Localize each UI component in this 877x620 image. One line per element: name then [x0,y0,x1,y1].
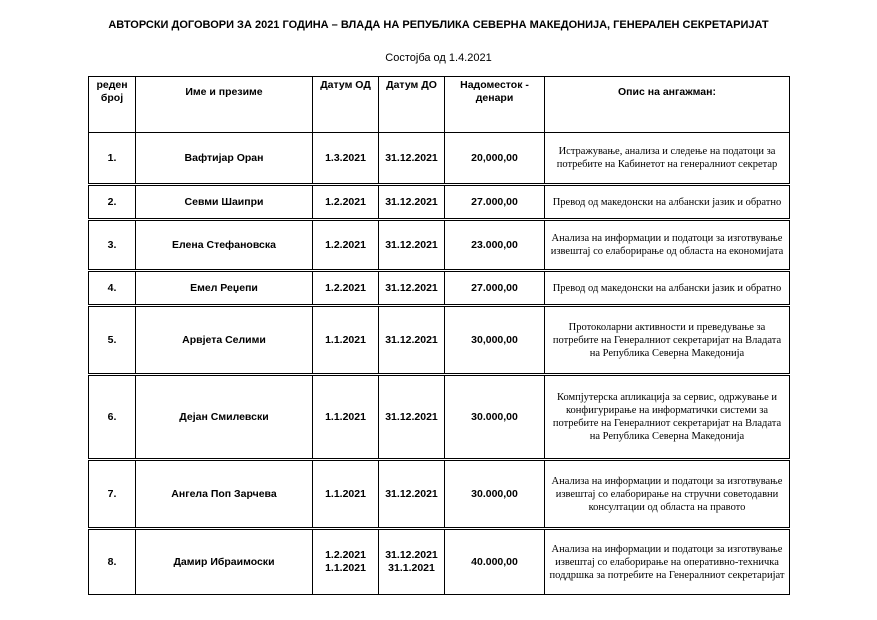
table-row [89,271,790,306]
table-header-row [89,77,790,133]
row-fee: 30,000,00 [445,306,545,375]
row-name: Севми Шаипри [136,185,313,220]
table-row [89,375,790,460]
row-date-from: 1.1.2021 [313,375,379,460]
row-name: Арвјета Селими [136,306,313,375]
table-row [89,306,790,375]
document-title: АВТОРСКИ ДОГОВОРИ ЗА 2021 ГОДИНА – ВЛАДА НА РЕПУБЛИКА СЕВЕРНА МАКЕДОНИЈА, ГЕНЕРАЛЕН СЕКРЕТАРИЈАТ [108,19,769,31]
row-name: Ангела Поп Зарчева [136,460,313,529]
row-date-to: 31.12.2021 31.1.2021 [379,529,445,595]
row-name: Вафтијар Оран [136,133,313,185]
row-number: 1. [89,133,136,185]
table-row [89,185,790,220]
table-row [89,220,790,271]
row-date-from: 1.2.2021 1.1.2021 [313,529,379,595]
row-date-from: 1.2.2021 [313,271,379,306]
header-no: реден број [89,77,136,133]
row-fee: 27.000,00 [445,271,545,306]
row-date-from: 1.2.2021 [313,185,379,220]
table-row [89,529,790,595]
row-description: Анализа на информации и податоци за изготвување извештај со елаборирање на стручни советодавни консултации од областа на правото [545,460,790,529]
row-number: 3. [89,220,136,271]
row-description: Компјутерска апликација за сервис, одржување и конфигурирање на информатички системи за потребите на Генералниот секретаријат на Владата на Република Северна Македонија [545,375,790,460]
row-number: 5. [89,306,136,375]
row-name: Дејан Смилевски [136,375,313,460]
row-fee: 27.000,00 [445,185,545,220]
row-number: 6. [89,375,136,460]
row-description: Превод од македонски на албански јазик и обратно [545,185,790,220]
row-description: Протоколарни активности и преведување за потребите на Генералниот секретаријат на Владата на Република Северна Македонија [545,306,790,375]
row-description: Истражување, анализа и следење на податоци за потребите на Кабинетот на генералниот секретар [545,133,790,185]
row-fee: 20,000,00 [445,133,545,185]
header-fee: Надоместок - денари [445,77,545,133]
row-date-to: 31.12.2021 [379,306,445,375]
row-date-from: 1.2.2021 [313,220,379,271]
row-date-to: 31.12.2021 [379,185,445,220]
row-fee: 30.000,00 [445,460,545,529]
row-date-from: 1.1.2021 [313,460,379,529]
row-number: 7. [89,460,136,529]
header-date-from: Датум ОД [313,77,379,133]
header-date-to: Датум ДО [379,77,445,133]
row-fee: 23.000,00 [445,220,545,271]
row-number: 4. [89,271,136,306]
document-date: Состојба од 1.4.2021 [385,52,492,64]
row-description: Превод од македонски на албански јазик и обратно [545,271,790,306]
row-number: 2. [89,185,136,220]
row-date-from: 1.1.2021 [313,306,379,375]
row-date-to: 31.12.2021 [379,271,445,306]
header-description: Опис на ангажман: [545,77,790,133]
row-date-to: 31.12.2021 [379,133,445,185]
row-name: Дамир Ибраимоски [136,529,313,595]
table-row [89,460,790,529]
row-description: Анализа на информации и податоци за изготвување извештај со елаборирање на оперативно-техничка поддршка за потребите на Генералниот секретаријат [545,529,790,595]
contracts-table [88,76,790,595]
row-description: Анализа на информации и податоци за изготвување извештај со елаборирање од областа на економијата [545,220,790,271]
row-fee: 40.000,00 [445,529,545,595]
row-fee: 30.000,00 [445,375,545,460]
row-name: Елена Стефановска [136,220,313,271]
row-date-to: 31.12.2021 [379,220,445,271]
row-date-to: 31.12.2021 [379,460,445,529]
table-row [89,133,790,185]
row-number: 8. [89,529,136,595]
row-name: Емел Реџепи [136,271,313,306]
header-name: Име и презиме [136,77,313,133]
row-date-from: 1.3.2021 [313,133,379,185]
row-date-to: 31.12.2021 [379,375,445,460]
